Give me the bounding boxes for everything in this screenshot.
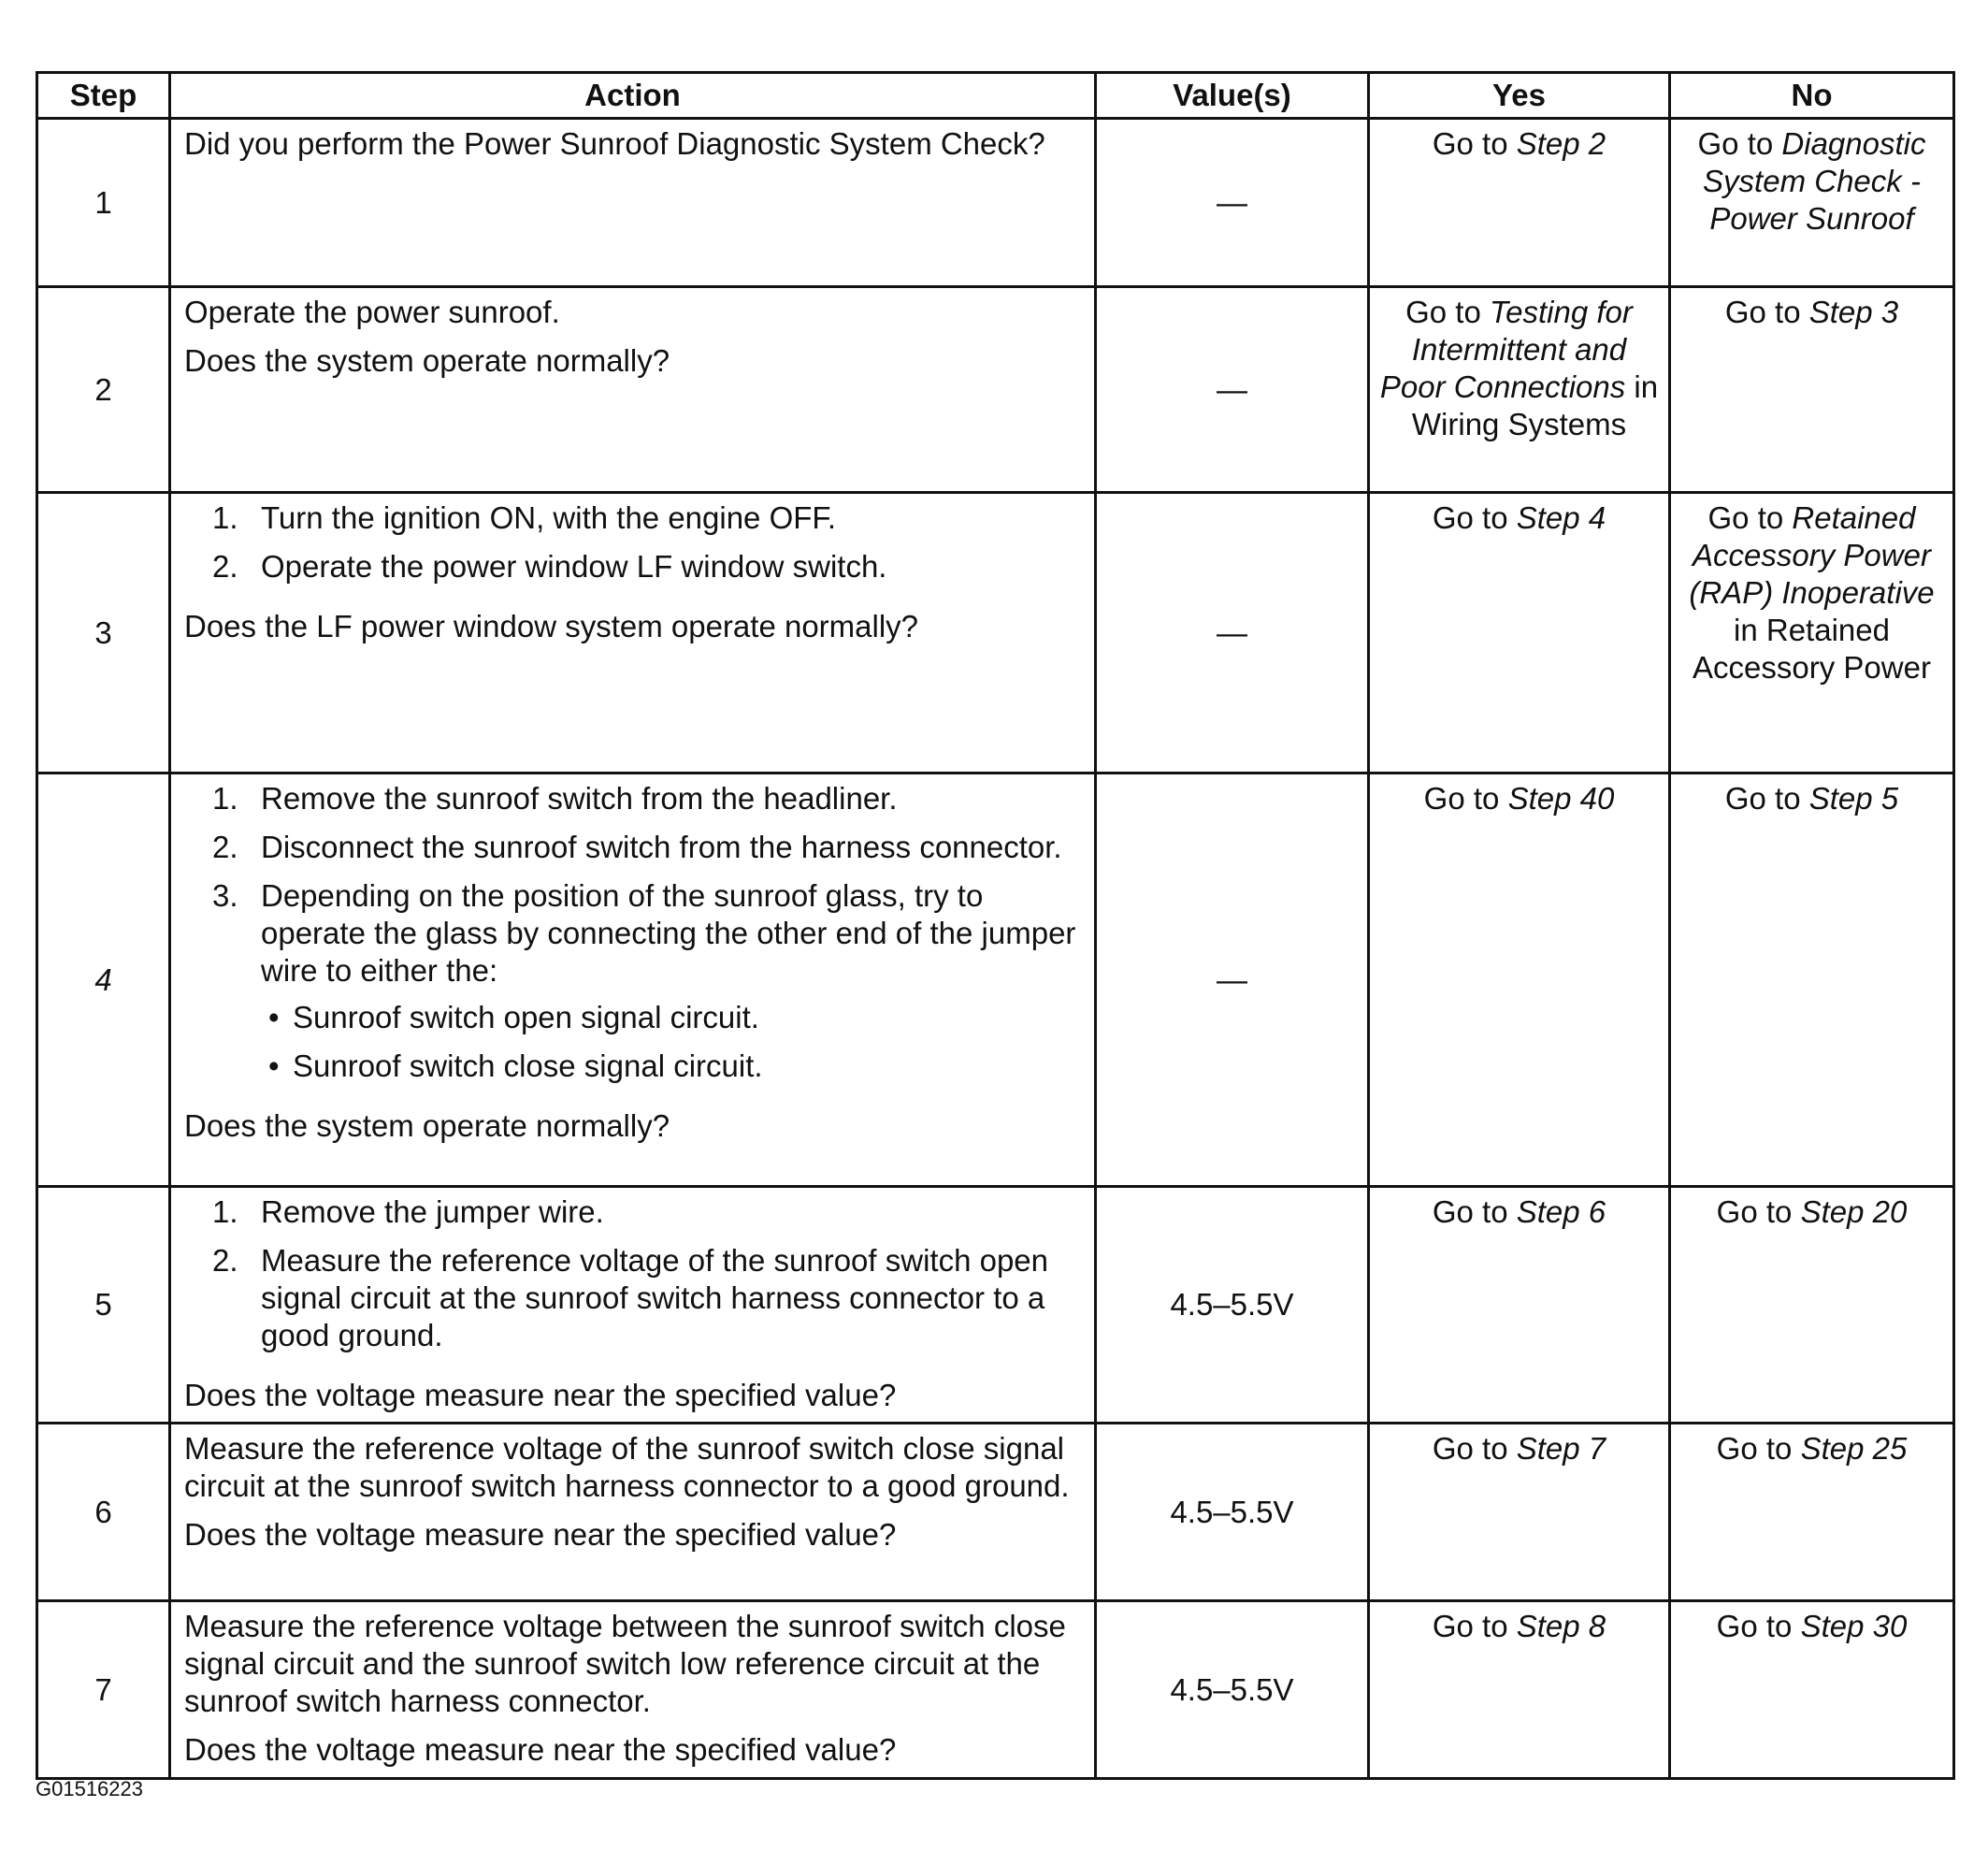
yes-link: Step 8 xyxy=(1516,1609,1606,1643)
value-cell: 4.5–5.5V xyxy=(1096,1187,1369,1424)
action-cell xyxy=(170,119,1096,287)
yes-link: Step 2 xyxy=(1516,126,1606,161)
action-step: 3. Depending on the position of the sunroof glass, try to operate the glass by connecting the other end of the jumper wire to either the: • Sunroof switch open signal circuit. • Sunroof switch close signal circuit. xyxy=(184,877,1083,1085)
no-prefix: Go to xyxy=(1716,1431,1801,1466)
yes-link: Step 7 xyxy=(1516,1431,1606,1466)
action-steps xyxy=(184,1193,1083,1366)
yes-cell xyxy=(1369,1601,1670,1779)
header-values: Value(s) xyxy=(1096,73,1369,119)
action-question: Does the voltage measure near the specified value? xyxy=(184,1732,897,1767)
no-link: Step 20 xyxy=(1800,1194,1908,1229)
table-row xyxy=(37,1187,1954,1424)
yes-prefix: Go to xyxy=(1432,1194,1517,1229)
table-row xyxy=(37,1601,1954,1779)
action-question: Does the system operate normally? xyxy=(184,1108,670,1143)
table-row xyxy=(37,1424,1954,1601)
value-cell: — xyxy=(1096,287,1369,493)
step-number: 3 xyxy=(37,493,170,773)
no-cell xyxy=(1670,1601,1954,1779)
value-cell: 4.5–5.5V xyxy=(1096,1424,1369,1601)
no-prefix: Go to xyxy=(1697,126,1782,161)
action-question: Does the voltage measure near the specified value? xyxy=(184,1378,897,1412)
yes-text xyxy=(1376,1193,1663,1231)
no-cell xyxy=(1670,773,1954,1187)
action-steps xyxy=(184,499,1083,597)
no-cell xyxy=(1670,493,1954,773)
action-text: Measure the reference voltage between the sunroof switch close signal circuit and the sunroof switch low reference circuit at the sunroof switch harness connector. xyxy=(184,1609,1066,1718)
figure-id: G01516223 xyxy=(36,1777,143,1800)
yes-text xyxy=(1376,499,1663,537)
yes-cell xyxy=(1369,773,1670,1187)
no-prefix: Go to xyxy=(1724,781,1809,816)
action-step-text: Operate the power window LF window switch. xyxy=(261,549,887,584)
no-prefix: Go to xyxy=(1716,1194,1801,1229)
no-prefix: Go to xyxy=(1724,295,1809,329)
action-cell xyxy=(170,287,1096,493)
diagnostic-table xyxy=(36,71,1955,1780)
yes-cell xyxy=(1369,119,1670,287)
no-suffix: in Retained Accessory Power xyxy=(1693,613,1931,685)
action-step-text: Remove the sunroof switch from the headliner. xyxy=(261,781,898,816)
action-text: Did you perform the Power Sunroof Diagnostic System Check? xyxy=(184,126,1045,161)
no-text xyxy=(1677,499,1947,687)
action-cell xyxy=(170,493,1096,773)
no-cell xyxy=(1670,119,1954,287)
yes-prefix: Go to xyxy=(1423,781,1508,816)
no-link: Diagnostic System Check - Power Sunroof xyxy=(1703,126,1926,236)
header-row xyxy=(37,73,1954,119)
no-text xyxy=(1677,780,1947,817)
action-step: 1. Remove the jumper wire. xyxy=(212,1194,604,1229)
action-step-text: Remove the jumper wire. xyxy=(261,1194,604,1229)
action-step: 1. Turn the ignition ON, with the engine OFF. xyxy=(212,500,837,535)
no-link: Step 30 xyxy=(1800,1609,1908,1643)
yes-cell xyxy=(1369,1187,1670,1424)
no-prefix: Go to xyxy=(1707,500,1793,535)
action-question: Does the voltage measure near the specified value? xyxy=(184,1517,897,1552)
step-number: 2 xyxy=(37,287,170,493)
header-no: No xyxy=(1670,73,1954,119)
yes-text xyxy=(1376,125,1663,163)
action-step-text: Disconnect the sunroof switch from the harness connector. xyxy=(261,830,1062,864)
table-row xyxy=(37,287,1954,493)
yes-prefix: Go to xyxy=(1432,1431,1517,1466)
action-cell xyxy=(170,1424,1096,1601)
yes-text xyxy=(1376,1430,1663,1467)
header-step: Step xyxy=(37,73,170,119)
action-step: 1. Remove the sunroof switch from the headliner. xyxy=(212,781,898,816)
table-row xyxy=(37,773,1954,1187)
bullet-item: • Sunroof switch close signal circuit. xyxy=(261,1048,1083,1085)
no-prefix: Go to xyxy=(1716,1609,1801,1643)
action-step-text: Measure the reference voltage of the sunroof switch open signal circuit at the sunroof switch harness connector to a good ground. xyxy=(261,1243,1048,1352)
action-step-text: Turn the ignition ON, with the engine OFF. xyxy=(261,500,837,535)
action-question: Does the LF power window system operate normally? xyxy=(184,609,919,643)
table-row xyxy=(37,119,1954,287)
no-link: Step 5 xyxy=(1808,781,1899,816)
action-step: 2. Disconnect the sunroof switch from the harness connector. xyxy=(212,830,1062,864)
action-cell xyxy=(170,1187,1096,1424)
yes-text xyxy=(1376,294,1663,443)
value-cell: — xyxy=(1096,493,1369,773)
bullet-item: • Sunroof switch open signal circuit. xyxy=(261,999,1083,1036)
action-step: 2. Measure the reference voltage of the sunroof switch open signal circuit at the sunroof switch harness connector to a good ground. xyxy=(212,1243,1048,1352)
no-cell xyxy=(1670,1187,1954,1424)
no-text xyxy=(1677,1608,1947,1645)
value-cell: 4.5–5.5V xyxy=(1096,1601,1369,1779)
no-link: Step 25 xyxy=(1800,1431,1908,1466)
yes-link: Step 40 xyxy=(1507,781,1615,816)
yes-text xyxy=(1376,1608,1663,1645)
header-action: Action xyxy=(170,73,1096,119)
yes-link: Testing for Intermittent and Poor Connections xyxy=(1379,295,1633,404)
step-number: 7 xyxy=(37,1601,170,1779)
header-yes: Yes xyxy=(1369,73,1670,119)
table-row xyxy=(37,493,1954,773)
no-text xyxy=(1677,1193,1947,1231)
action-text: Measure the reference voltage of the sunroof switch close signal circuit at the sunroof switch harness connector to a good ground. xyxy=(184,1431,1070,1503)
yes-prefix: Go to xyxy=(1432,126,1517,161)
no-link: Retained Accessory Power (RAP) Inoperative xyxy=(1689,500,1935,610)
yes-prefix: Go to xyxy=(1432,500,1517,535)
action-question: Does the system operate normally? xyxy=(184,343,670,378)
no-cell xyxy=(1670,1424,1954,1601)
yes-cell xyxy=(1369,1424,1670,1601)
yes-text xyxy=(1376,780,1663,817)
no-text xyxy=(1677,294,1947,331)
yes-link: Step 6 xyxy=(1516,1194,1606,1229)
no-cell xyxy=(1670,287,1954,493)
no-text xyxy=(1677,1430,1947,1467)
no-text xyxy=(1677,125,1947,238)
yes-prefix: Go to xyxy=(1405,295,1490,329)
value-cell: — xyxy=(1096,119,1369,287)
action-step-text: Depending on the position of the sunroof glass, try to operate the glass by connecting the other end of the jumper wire to either the: xyxy=(261,878,1076,988)
yes-cell xyxy=(1369,287,1670,493)
step-number: 1 xyxy=(37,119,170,287)
no-link: Step 3 xyxy=(1808,295,1899,329)
yes-link: Step 4 xyxy=(1516,500,1606,535)
action-cell xyxy=(170,773,1096,1187)
yes-cell xyxy=(1369,493,1670,773)
action-step: 2. Operate the power window LF window switch. xyxy=(212,549,887,584)
yes-suffix: in Wiring Systems xyxy=(1411,369,1659,441)
step-number: 4 xyxy=(37,773,170,1187)
action-steps xyxy=(184,780,1083,1096)
step-number: 6 xyxy=(37,1424,170,1601)
value-cell: — xyxy=(1096,773,1369,1187)
step-number: 5 xyxy=(37,1187,170,1424)
action-cell xyxy=(170,1601,1096,1779)
bullet-list xyxy=(261,999,1083,1085)
yes-prefix: Go to xyxy=(1432,1609,1517,1643)
action-text: Operate the power sunroof. xyxy=(184,295,560,329)
